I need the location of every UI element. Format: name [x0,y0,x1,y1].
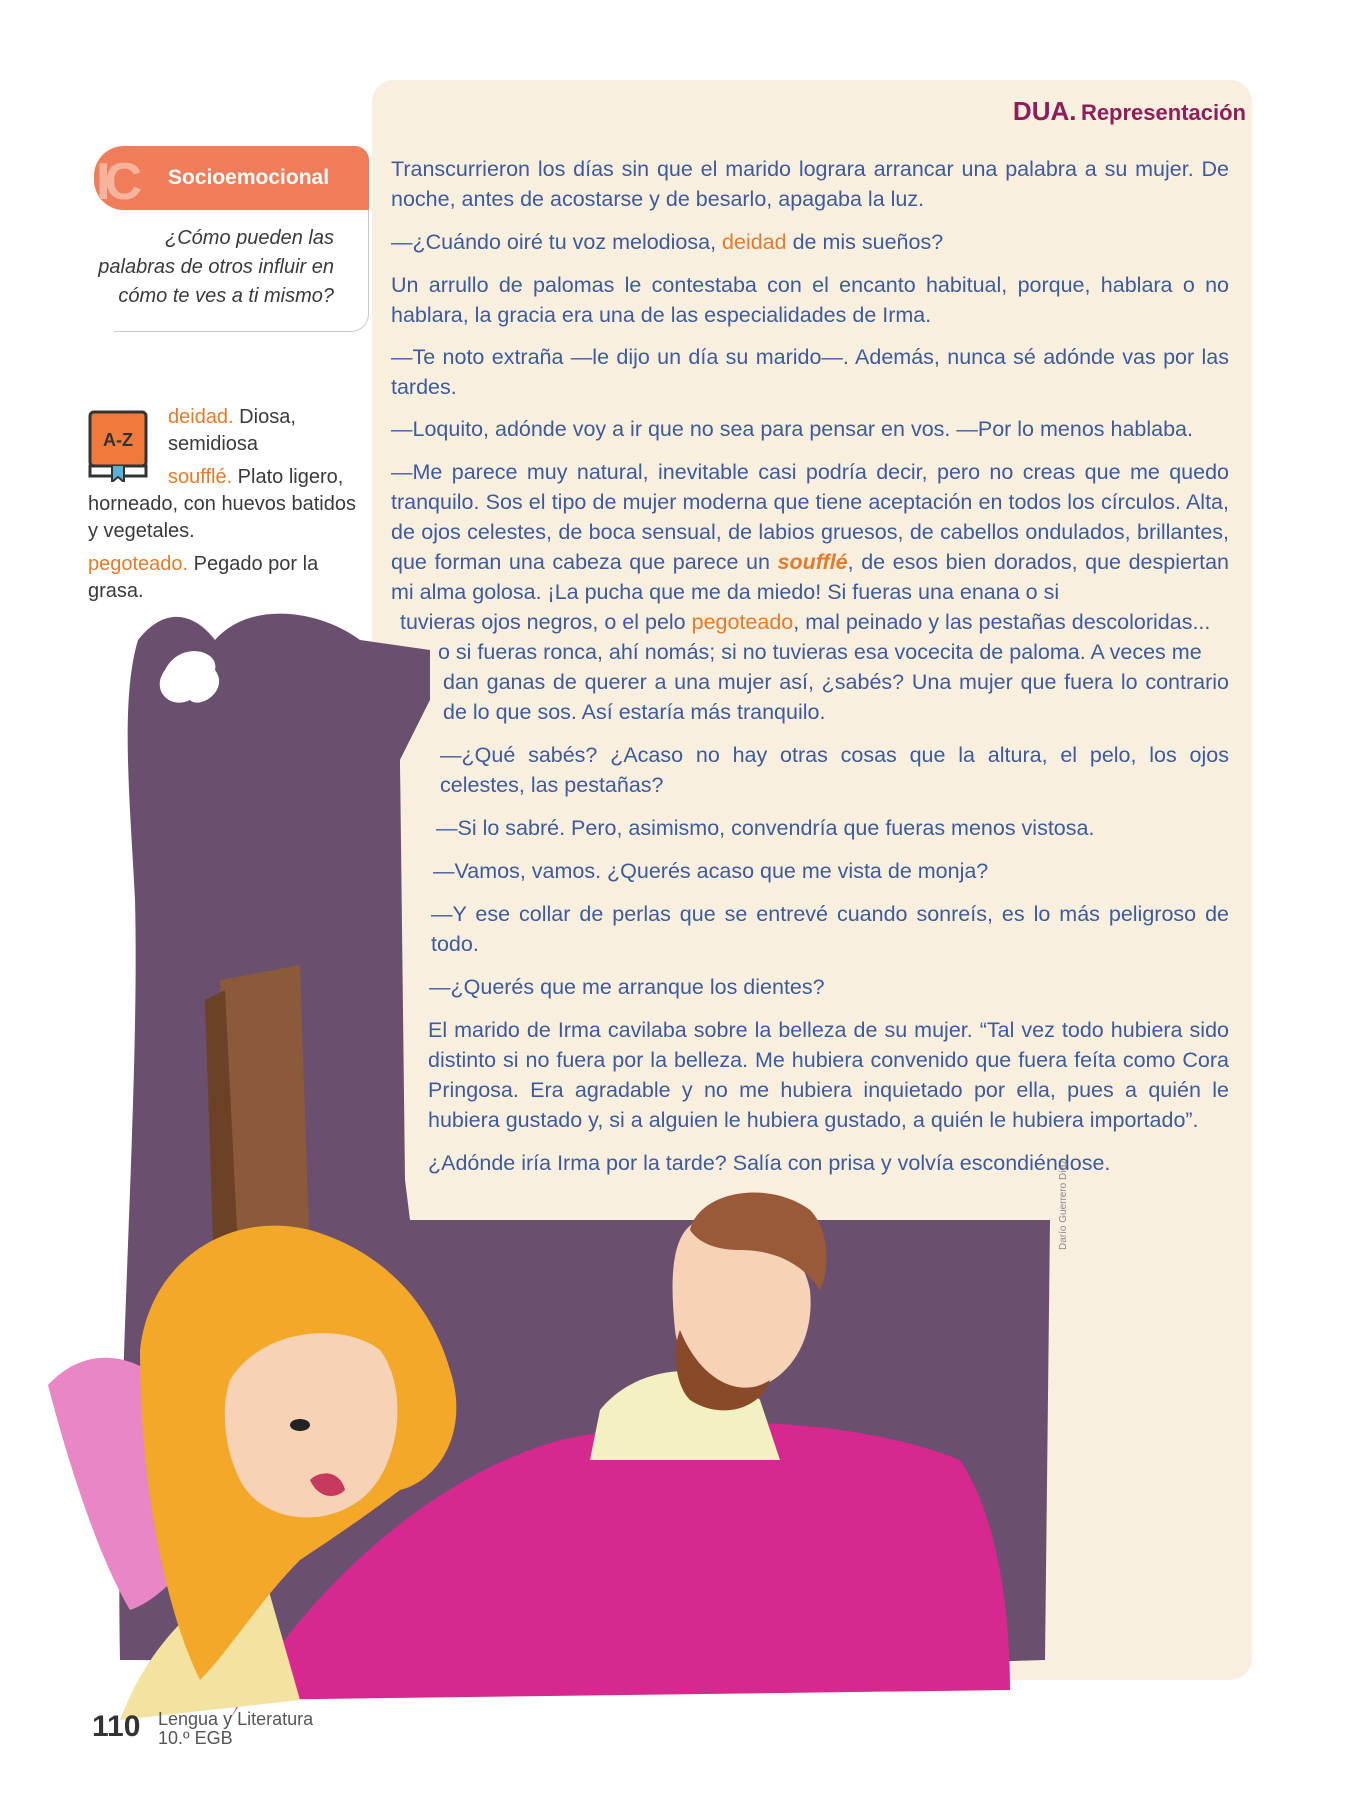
story-text: , de esos bien dorados, que despiertan mi alma golosa. ¡La pucha que me da miedo! Si fueras una enana o si [391,550,1229,604]
subject-name: Lengua y Literatura [158,1709,314,1729]
story-text: tuvieras ojos negros, o el pelo [400,610,692,634]
story-paragraph-5: —Loquito, adónde voy a ir que no sea para pensar en vos. —Por lo menos hablaba. [391,417,1193,441]
socioemotional-header [94,146,369,210]
dua-header [1013,96,1246,127]
story-paragraph-6-cont3: dan ganas de querer a una mujer así, ¿sabés? Una mujer que fuera lo contrario de lo que sos. Así estaría más tranquilo. [443,670,1229,724]
glossary-entry [88,464,368,545]
keyword-pegoteado: pegoteado [691,610,794,634]
glossary-entry [88,404,368,458]
story-paragraph-13: ¿Adónde iría Irma por la tarde? Salía con prisa y volvía escondiéndose. [428,1151,1111,1175]
story-text: —Me parece muy natural, inevitable casi podría decir, pero no creas que me quedo tranquilo. Sos el tipo de mujer moderna que tiene aceptación en todos los círculos. Alta, de ojos celestes, de boca sensual, de labios gruesos, de cabellos ondulados, brillantes, que forman una cabeza que parece un [391,460,1229,574]
socioemotional-title: Socioemocional [168,166,330,189]
story-text: , mal peinado y las pestañas descoloridas... [793,610,1211,634]
story-paragraph-8: —Si lo sabré. Pero, asimismo, convendría que fueras menos vistosa. [436,816,1095,840]
story-paragraph-10: —Y ese collar de perlas que se entrevé cuando sonreís, es lo más peligroso de todo. [431,902,1229,956]
story-paragraph-6-cont2: o si fueras ronca, ahí nomás; si no tuvieras esa vocecita de paloma. A veces me [438,640,1202,664]
illustrator-credit: Darío Guerrero Díaz [1058,1159,1069,1250]
subject-label [158,1710,313,1748]
ic-logo-icon: IC [96,153,136,211]
dua-label: DUA. [1012,96,1077,126]
story-paragraph-2 [391,227,1229,257]
keyword-souffle: soufflé [777,550,848,574]
glossary-definition: Diosa, semidiosa [168,406,296,455]
story-paragraph-6-cont [400,607,1229,637]
glossary-term: pegoteado. [88,553,189,575]
story-paragraph-6 [391,457,1229,607]
story-text: de mis sueños? [786,230,944,254]
story-text: —¿Cuándo oiré tu voz melodiosa, [391,230,723,254]
page-number: 110 [92,1710,141,1743]
glossary-definition: Plato ligero, horneado, con huevos batidos y vegetales. [88,466,356,542]
grade-label: 10.º EGB [158,1728,233,1748]
glossary-term: deidad. [168,406,234,428]
story-paragraph-11: —¿Querés que me arranque los dientes? [429,975,825,999]
keyword-deidad: deidad [722,230,787,254]
glossary [88,404,368,611]
socioemotional-question: ¿Cómo pueden las palabras de otros influir en cómo te ves a ti mismo? [98,227,334,307]
glossary-definition: Pegado por la grasa. [88,553,319,602]
glossary-entry [88,551,368,605]
story-paragraph-3: Un arrullo de palomas le contestaba con el encanto habitual, porque, hablara o no hablara, la gracia era una de las especialidades de Irma. [391,273,1229,327]
story-paragraph-4: —Te noto extraña —le dijo un día su marido—. Además, nunca sé adónde vas por las tardes. [391,345,1229,399]
story-paragraph-1: Transcurrieron los días sin que el marido lograra arrancar una palabra a su mujer. De noche, antes de acostarse y de besarlo, apagaba la luz. [391,157,1229,211]
dua-sub-label: Representación [1080,100,1246,125]
story-paragraph-9: —Vamos, vamos. ¿Querés acaso que me vista de monja? [433,859,989,883]
story-paragraph-12: El marido de Irma cavilaba sobre la belleza de su mujer. “Tal vez todo hubiera sido distinto si no fuera por la belleza. Me hubiera convenido que fuera feíta como Cora Pringosa. Era agradable y no me hubiera inquietado por ella, pues a quién le hubiera gustado y, si a alguien le hubiera gustado, a quién le hubiera importado”. [428,1018,1229,1132]
az-label: A-Z [103,430,133,450]
story-paragraph-7: —¿Qué sabés? ¿Acaso no hay otras cosas que la altura, el pelo, los ojos celestes, las pestañas? [440,743,1229,797]
glossary-term: soufflé. [168,466,233,488]
socioemotional-box [94,146,369,332]
